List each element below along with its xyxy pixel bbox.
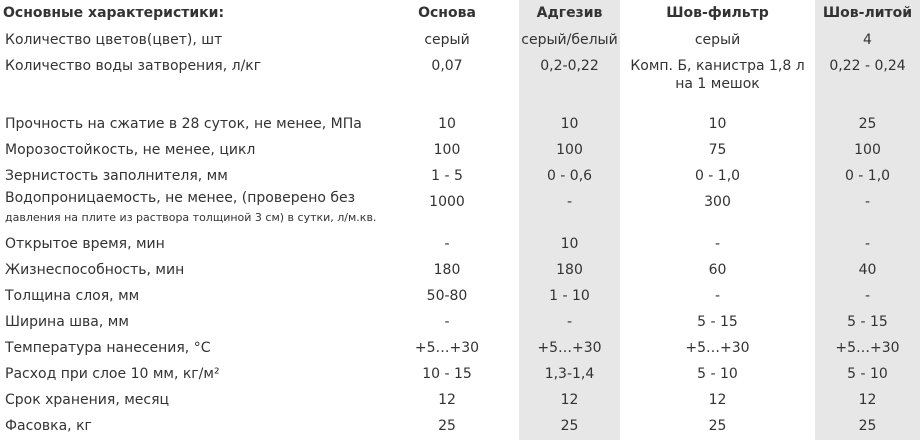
cell-value: 180 — [556, 262, 583, 278]
cell-value: 300 — [704, 194, 731, 210]
row-label: Количество цветов(цвет), шт — [5, 32, 223, 48]
cell-value: - — [566, 314, 573, 330]
cell-value: - — [444, 314, 450, 330]
cell-value: 0 - 1,0 — [844, 168, 891, 184]
cell-value: серый/белый — [521, 32, 618, 48]
cell-value: 5 - 15 — [697, 314, 738, 330]
cell-value: 75 — [708, 142, 727, 158]
table-row — [0, 361, 920, 387]
cell-value: - — [444, 236, 450, 252]
cell-value: 0,2-0,22 — [540, 58, 599, 74]
cell-value: 12 — [438, 392, 456, 408]
row-label: Зернистость заполнителя, мм — [5, 168, 228, 184]
cell-value: 1 - 10 — [549, 288, 590, 304]
cell-value: 10 — [438, 116, 456, 132]
header-shov-litoy: Шов-литой — [822, 5, 913, 21]
cell-value: 100 — [433, 142, 461, 158]
cell-value: - — [566, 194, 573, 210]
cell-value: серый — [424, 32, 470, 48]
cell-value: 25 — [708, 418, 727, 434]
table-row — [0, 27, 920, 53]
cell-value: 180 — [433, 262, 461, 278]
row-label-line1: Водопроницаемость, не менее, (проверено без — [5, 190, 356, 206]
table-header-row — [0, 0, 920, 27]
cell-value: - — [714, 288, 721, 304]
cell-value: - — [714, 236, 721, 252]
cell-value: 10 — [708, 116, 727, 132]
row-label: Фасовка, кг — [5, 418, 92, 434]
row-label-line2: давления на плите из раствора толщиной 3 см) в сутки, л/м.кв. — [5, 211, 377, 224]
cell-value: 100 — [854, 142, 881, 158]
cell-value: 5 - 10 — [847, 366, 888, 382]
row-label: Морозостойкость, не менее, цикл — [5, 142, 256, 158]
row-label: Жизнеспособность, мин — [5, 262, 185, 278]
header-osnova: Основа — [418, 5, 476, 21]
table-row — [0, 335, 920, 361]
header-characteristics: Основные характеристики: — [3, 5, 225, 21]
cell-value: 40 — [858, 262, 877, 278]
cell-value: 4 — [863, 32, 872, 48]
table-row — [0, 309, 920, 335]
cell-value: 12 — [858, 392, 877, 408]
cell-value: - — [864, 194, 871, 210]
table-row — [0, 189, 920, 231]
row-label — [0, 189, 375, 231]
cell-value: +5…+30 — [835, 340, 900, 356]
cell-value: 0,07 — [431, 58, 463, 74]
table-row — [0, 163, 920, 189]
table-row — [0, 387, 920, 413]
row-label: Температура нанесения, °С — [5, 340, 211, 356]
cell-value: 10 - 15 — [422, 366, 472, 382]
cell-value: +5…+30 — [414, 340, 480, 356]
cell-value: +5…+30 — [685, 340, 750, 356]
cell-value: серый — [694, 32, 741, 48]
cell-value: 1 - 5 — [431, 168, 463, 184]
cell-value: 10 — [560, 116, 579, 132]
cell-value: 0 - 1,0 — [694, 168, 741, 184]
table-row — [0, 53, 920, 111]
row-label: Расход при слое 10 мм, кг/м² — [5, 366, 220, 382]
header-adgeziv: Адгезив — [536, 5, 603, 21]
cell-value: 60 — [708, 262, 727, 278]
cell-value: 25 — [858, 116, 877, 132]
cell-value: Комп. Б, канистра 1,8 л на 1 мешок — [630, 58, 805, 92]
cell-value: 50-80 — [426, 288, 468, 304]
cell-value: 1,3-1,4 — [544, 366, 595, 382]
table-row — [0, 137, 920, 163]
cell-value: - — [864, 288, 871, 304]
cell-value: 25 — [858, 418, 877, 434]
cell-value: 0 - 0,6 — [546, 168, 593, 184]
row-label: Ширина шва, мм — [5, 314, 129, 330]
cell-value: - — [864, 236, 871, 252]
cell-value: 25 — [438, 418, 456, 434]
row-label: Толщина слоя, мм — [5, 288, 140, 304]
cell-value: 1000 — [429, 194, 465, 210]
table-row — [0, 283, 920, 309]
table-row — [0, 257, 920, 283]
table-row — [0, 231, 920, 257]
cell-value: +5…+30 — [537, 340, 602, 356]
row-label: Срок хранения, месяц — [5, 392, 170, 408]
cell-value: 12 — [708, 392, 727, 408]
table-row — [0, 413, 920, 439]
cell-value: 5 - 10 — [697, 366, 738, 382]
row-label: Прочность на сжатие в 28 суток, не менее, МПа — [5, 116, 362, 132]
cell-value: 5 - 15 — [847, 314, 888, 330]
cell-value: 100 — [556, 142, 583, 158]
header-shov-filtr: Шов-фильтр — [666, 5, 769, 21]
cell-value: 12 — [560, 392, 579, 408]
cell-value: 25 — [560, 418, 579, 434]
cell-value: 0,22 - 0,24 — [829, 58, 906, 74]
table-row — [0, 111, 920, 137]
cell-value: 10 — [560, 236, 579, 252]
row-label: Открытое время, мин — [5, 236, 165, 252]
row-label: Количество воды затворения, л/кг — [5, 58, 262, 74]
